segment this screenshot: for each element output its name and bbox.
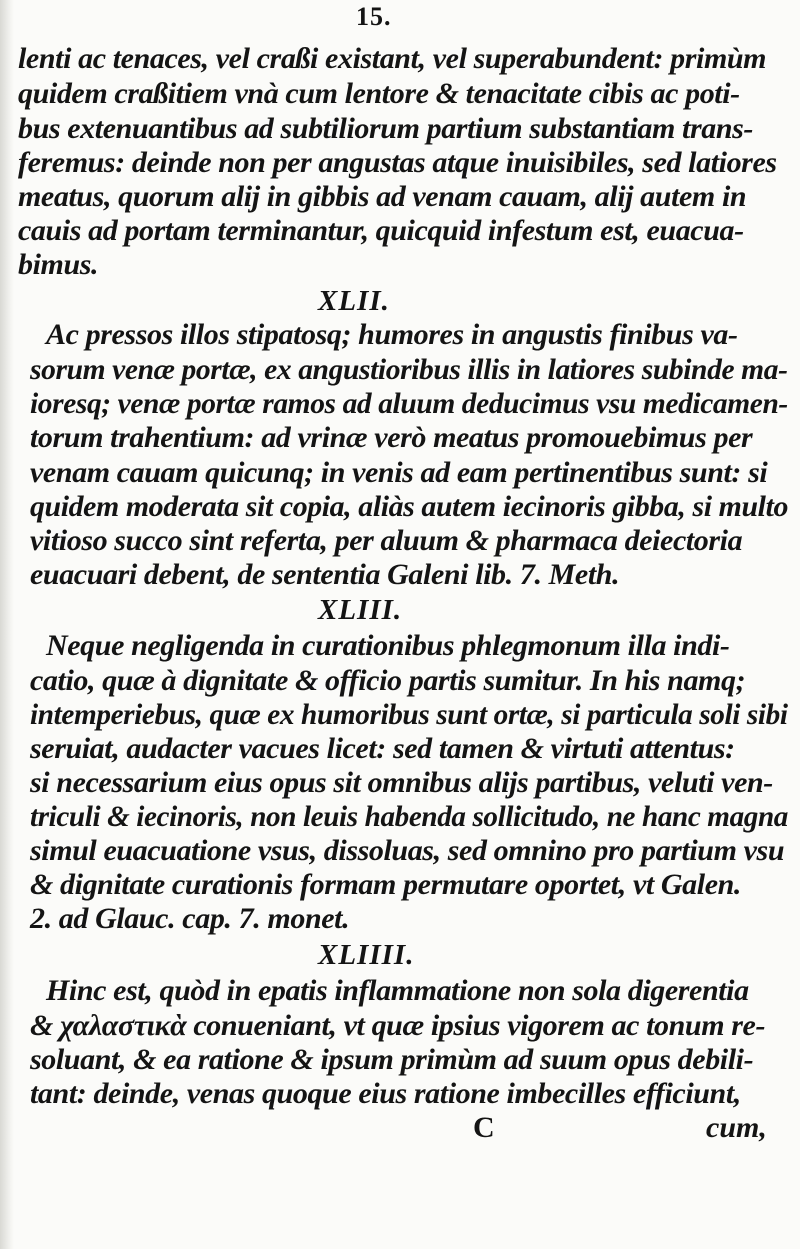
text-line: ioresq; venæ portæ ramos ad aluum deducimus vsu medicamen-	[30, 387, 788, 420]
text-line: seruiat, audacter vacues licet: sed tamen & virtuti attentus:	[30, 732, 735, 765]
signature-mark: C	[473, 1111, 495, 1144]
folio-number: 15.	[356, 2, 392, 31]
text-line: & χαλαστικὰ conueniant, vt quæ ipsius vigorem ac tonum re-	[30, 1009, 766, 1042]
text-line: venam cauam quicunq; in venis ad eam pertinentibus sunt: si	[30, 456, 768, 489]
text-line: euacuari debent, de sententia Galeni lib. 7. Meth.	[30, 558, 620, 591]
text-line: triculi & iecinoris, non leuis habenda sollicitudo, ne hanc magna	[30, 800, 788, 833]
section-heading-42: XLII.	[318, 285, 390, 317]
text-line: & dignitate curationis formam permutare oportet, vt Galen.	[30, 868, 741, 901]
text-line: vitioso succo sint referta, per aluum & pharmaca deiectoria	[30, 524, 743, 557]
text-line: torum trahentium: ad vrinæ verò meatus promouebimus per	[30, 421, 753, 454]
text-line: lenti ac tenaces, vel craßi existant, vel superabundent: primùm	[18, 42, 767, 75]
text-line: 2. ad Glauc. cap. 7. monet.	[30, 902, 350, 935]
text-line: bimus.	[18, 248, 99, 281]
text-line: meatus, quorum alij in gibbis ad venam cauam, alij autem in	[18, 180, 747, 213]
binding-gutter-shadow	[0, 0, 14, 1249]
text-line: catio, quæ à dignitate & officio partis sumitur. In his namq;	[30, 664, 746, 697]
text-line: quidem moderata sit copia, aliàs autem iecinoris gibba, si multo	[30, 490, 788, 523]
text-line: si necessarium eius opus sit omnibus alijs partibus, veluti ven-	[30, 766, 773, 799]
section-heading-43: XLIII.	[318, 594, 403, 626]
text-line: quidem craßitiem vnà cum lentore & tenacitate cibis ac poti-	[18, 77, 740, 110]
text-line: Hinc est, quòd in epatis inflammatione non sola digerentia	[46, 974, 749, 1007]
text-line: Neque negligenda in curationibus phlegmonum illa indi-	[46, 629, 730, 662]
section-heading-44: XLIIII.	[318, 939, 415, 971]
text-line: cauis ad portam terminantur, quicquid infestum est, euacua-	[18, 214, 744, 247]
catchword: cum,	[706, 1111, 767, 1144]
text-line: simul euacuatione vsus, dissoluas, sed omnino pro partium vsu	[30, 834, 785, 867]
text-line: bus extenuantibus ad subtiliorum partium substantiam trans-	[18, 112, 753, 145]
text-line: Ac pressos illos stipatosq; humores in angustis finibus va-	[46, 318, 738, 351]
text-line: tant: deinde, venas quoque eius ratione imbecilles efficiunt,	[30, 1077, 741, 1110]
text-line: intemperiebus, quæ ex humoribus sunt ortæ, si particula soli sibi	[30, 698, 788, 731]
text-line: feremus: deinde non per angustas atque inuisibiles, sed latiores	[18, 146, 777, 179]
text-line: soluant, & ea ratione & ipsum primùm ad suum opus debili-	[30, 1043, 754, 1076]
text-line: sorum venæ portæ, ex angustioribus illis in latiores subinde ma-	[30, 353, 788, 386]
